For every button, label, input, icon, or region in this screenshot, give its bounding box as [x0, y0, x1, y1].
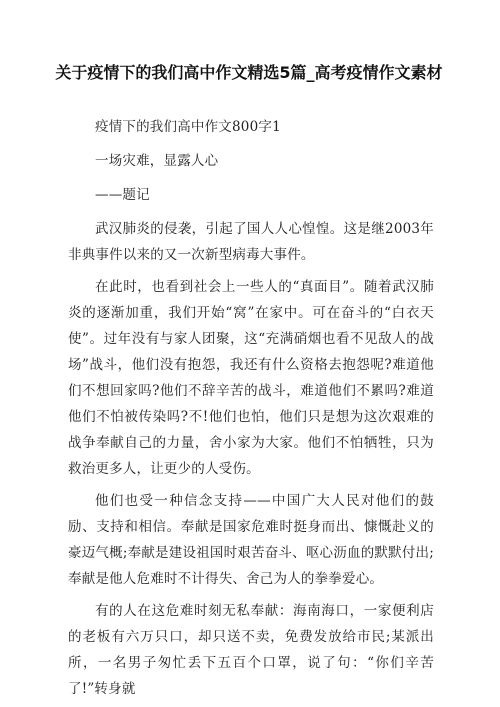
paragraph: 在此时，也看到社会上一些人的“真面目”。随着武汉肺炎的逐渐加重，我们开始“窝”在家中。可在奋斗的“白衣天使”。过年没有与家人团聚，这“充满硝烟也看不见敌人的战场”战斗，他们没有抱怨，我还有什么资格去抱怨呢?难道他们不想回家吗?他们不辞辛苦的战斗，难道他们不累吗?难道他们不怕被传染吗?不!他们也怕，他们只是想为这次艰难的战争奉献自己的力量，舍小家为大家。他们不怕牺牲，只为救治更多人，让更少的人受伤。: [68, 279, 434, 477]
document-body: [68, 114, 434, 702]
paragraph: 有的人在这危难时刻无私奉献：海南海口，一家便利店的老板有六万只口，却只送不卖，免费发放给市民;某派出所，一名男子匆忙丢下五百个口罩，说了句：“你们辛苦了!”转身就: [68, 603, 434, 697]
essay-subtitle: 一场灾难，显露人心: [95, 153, 219, 169]
paragraph: 武汉肺炎的侵袭，引起了国人人心惶惶。这是继2003年非典事件以来的又一次新型病毒大事件。: [68, 221, 434, 263]
epigraph-label: ——题记: [95, 187, 150, 203]
essay-heading: 疫情下的我们高中作文800字1: [95, 119, 281, 135]
document-title: 关于疫情下的我们高中作文精选5篇_高考疫情作文素材: [55, 63, 443, 82]
paragraph: 他们也受一种信念支持——中国广大人民对他们的鼓励、支持和相信。奉献是国家危难时挺身而出、慷慨赴义的豪迈气概;奉献是建设祖国时艰苦奋斗、呕心沥血的默默付出;奉献是他人危难时不计得失、舍己为人的拳拳爱心。: [68, 493, 434, 587]
